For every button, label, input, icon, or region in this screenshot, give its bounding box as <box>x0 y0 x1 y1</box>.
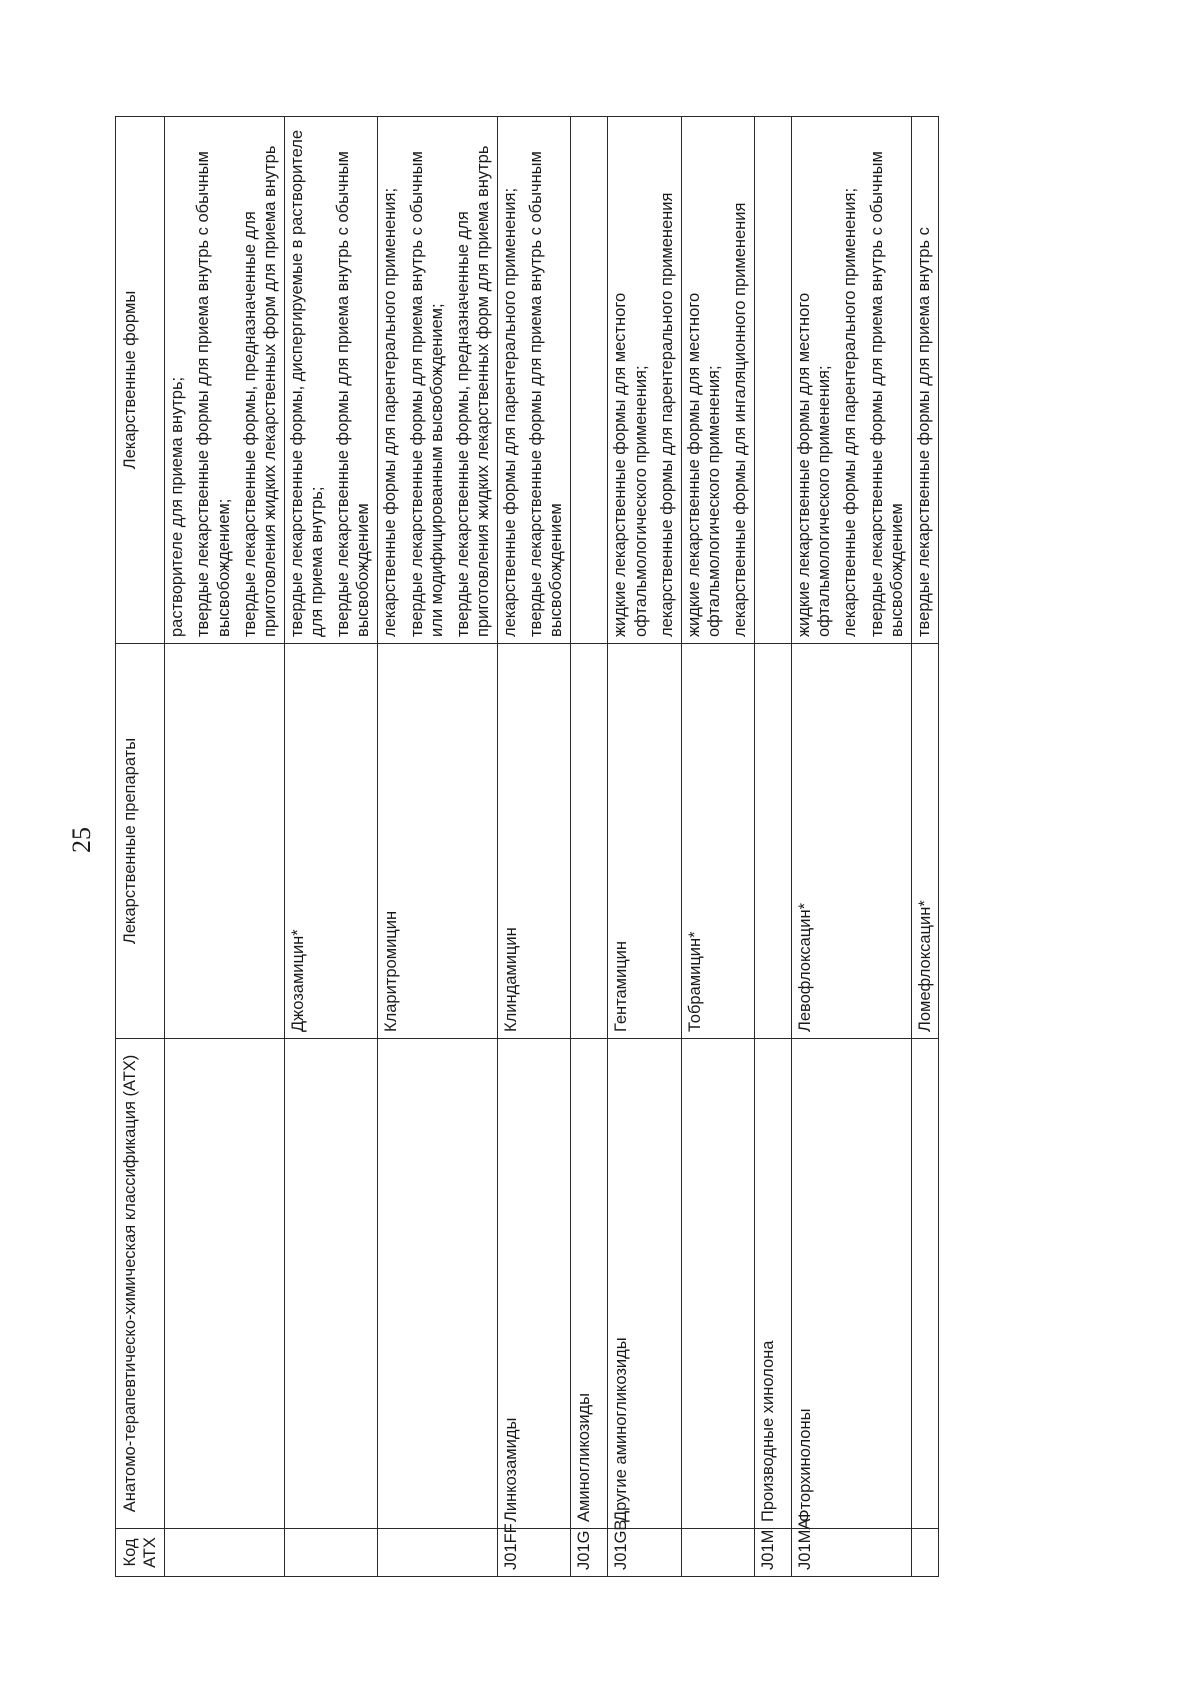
atc-class-cell <box>911 1039 938 1529</box>
dosage-forms-cell <box>681 117 754 644</box>
dosage-forms-cell <box>284 117 378 644</box>
header-code: Код АТХ <box>116 1529 165 1577</box>
atc-class-cell: Фторхинолоны <box>792 1039 912 1529</box>
table-row <box>911 117 938 1577</box>
table-row <box>165 117 285 1577</box>
dosage-forms-cell <box>165 117 285 644</box>
dosage-form-item: твердые лекарственные формы для приема внутрь с <box>914 227 933 637</box>
drug-name-cell: Тобрамицин* <box>681 644 754 1039</box>
atc-class-cell <box>681 1039 754 1529</box>
atc-code-cell <box>681 1529 754 1577</box>
dosage-form-item: лекарственные формы для парентерального применения; <box>501 187 519 637</box>
atc-code-cell <box>911 1529 938 1577</box>
atc-class-cell <box>165 1039 285 1529</box>
atc-class-cell <box>284 1039 378 1529</box>
dosage-form-item: лекарственные формы для парентерального применения <box>657 192 676 637</box>
atc-class-cell: Производные хинолона <box>755 1039 792 1529</box>
header-forms: Лекарственные формы <box>116 117 165 644</box>
drug-name-cell <box>571 644 608 1039</box>
rotated-table-sheet <box>115 117 1065 1577</box>
drug-name-cell <box>755 644 792 1039</box>
drug-name-cell: Джозамицин* <box>284 644 378 1039</box>
dosage-forms-cell <box>498 117 571 644</box>
drug-name-cell: Гентамицин <box>608 644 681 1039</box>
drug-name-cell: Левофлоксацин* <box>792 644 912 1039</box>
dosage-form-item: твердые лекарственные формы для приема внутрь с обычным или модифицированным высвобождением; <box>407 151 446 637</box>
dosage-form-item: лекарственные формы для ингаляционного применения <box>731 202 749 637</box>
dosage-form-item: твердые лекарственные формы, диспергируемые в растворителе для приема внутрь; <box>287 129 326 637</box>
table-row <box>755 117 792 1577</box>
atc-code-cell: J01M <box>755 1529 792 1577</box>
dosage-form-item: твердые лекарственные формы для приема внутрь с обычным высвобождением <box>867 151 906 637</box>
dosage-forms-cell <box>608 117 681 644</box>
atc-class-cell <box>378 1039 498 1529</box>
dosage-form-item: растворителе для приема внутрь; <box>168 376 187 637</box>
drug-table <box>115 116 939 1577</box>
dosage-form-item: жидкие лекарственные формы для местного офтальмологического применения; <box>611 292 650 637</box>
dosage-forms-cell <box>792 117 912 644</box>
drug-name-cell <box>165 644 285 1039</box>
drug-name-cell: Кларитромицин <box>378 644 498 1039</box>
table-row <box>378 117 498 1577</box>
dosage-form-item: жидкие лекарственные формы для местного офтальмологического применения; <box>795 292 834 637</box>
dosage-form-item: жидкие лекарственные формы для местного офтальмологического применения; <box>684 292 723 637</box>
atc-code-cell: J01MA <box>792 1529 912 1577</box>
atc-class-cell: Другие аминогликозиды <box>608 1039 681 1529</box>
dosage-forms-cell <box>571 117 608 644</box>
table-row <box>792 117 912 1577</box>
table-row <box>608 117 681 1577</box>
dosage-forms-cell <box>378 117 498 644</box>
table-row <box>284 117 378 1577</box>
atc-code-cell: J01FF <box>498 1529 571 1577</box>
dosage-forms-cell <box>911 117 938 644</box>
drug-name-cell: Клиндамицин <box>498 644 571 1039</box>
page-number: 25 <box>67 827 96 853</box>
header-atc: Анатомо-терапевтическо-химическая классификация (АТХ) <box>116 1039 165 1529</box>
dosage-form-item: твердые лекарственные формы для приема внутрь с обычным высвобождением; <box>194 151 233 637</box>
header-drugs: Лекарственные препараты <box>116 644 165 1039</box>
table-row <box>681 117 754 1577</box>
atc-class-cell: Аминогликозиды <box>571 1039 608 1529</box>
table-body <box>165 117 939 1577</box>
dosage-form-item: твердые лекарственные формы, предназначенные для приготовления жидких лекарственных форм для приема внутрь <box>453 145 492 637</box>
atc-code-cell <box>165 1529 285 1577</box>
atc-code-cell: J01G <box>571 1529 608 1577</box>
table-row <box>498 117 571 1577</box>
table-header-row <box>116 117 165 1577</box>
dosage-form-item: твердые лекарственные формы для приема внутрь с обычным высвобождением <box>527 151 566 637</box>
table-row <box>571 117 608 1577</box>
atc-code-cell <box>378 1529 498 1577</box>
atc-class-cell: Линкозамиды <box>498 1039 571 1529</box>
dosage-form-item: лекарственные формы для парентерального применения; <box>841 187 860 637</box>
atc-code-cell: J01GB <box>608 1529 681 1577</box>
atc-code-cell <box>284 1529 378 1577</box>
dosage-form-item: твердые лекарственные формы для приема внутрь с обычным высвобождением <box>334 151 373 637</box>
dosage-form-item: лекарственные формы для парентерального применения; <box>381 187 400 637</box>
dosage-form-item: твердые лекарственные формы, предназначенные для приготовления жидких лекарственных форм для приема внутрь <box>240 145 279 637</box>
dosage-forms-cell <box>755 117 792 644</box>
drug-name-cell: Ломефлоксацин* <box>911 644 938 1039</box>
